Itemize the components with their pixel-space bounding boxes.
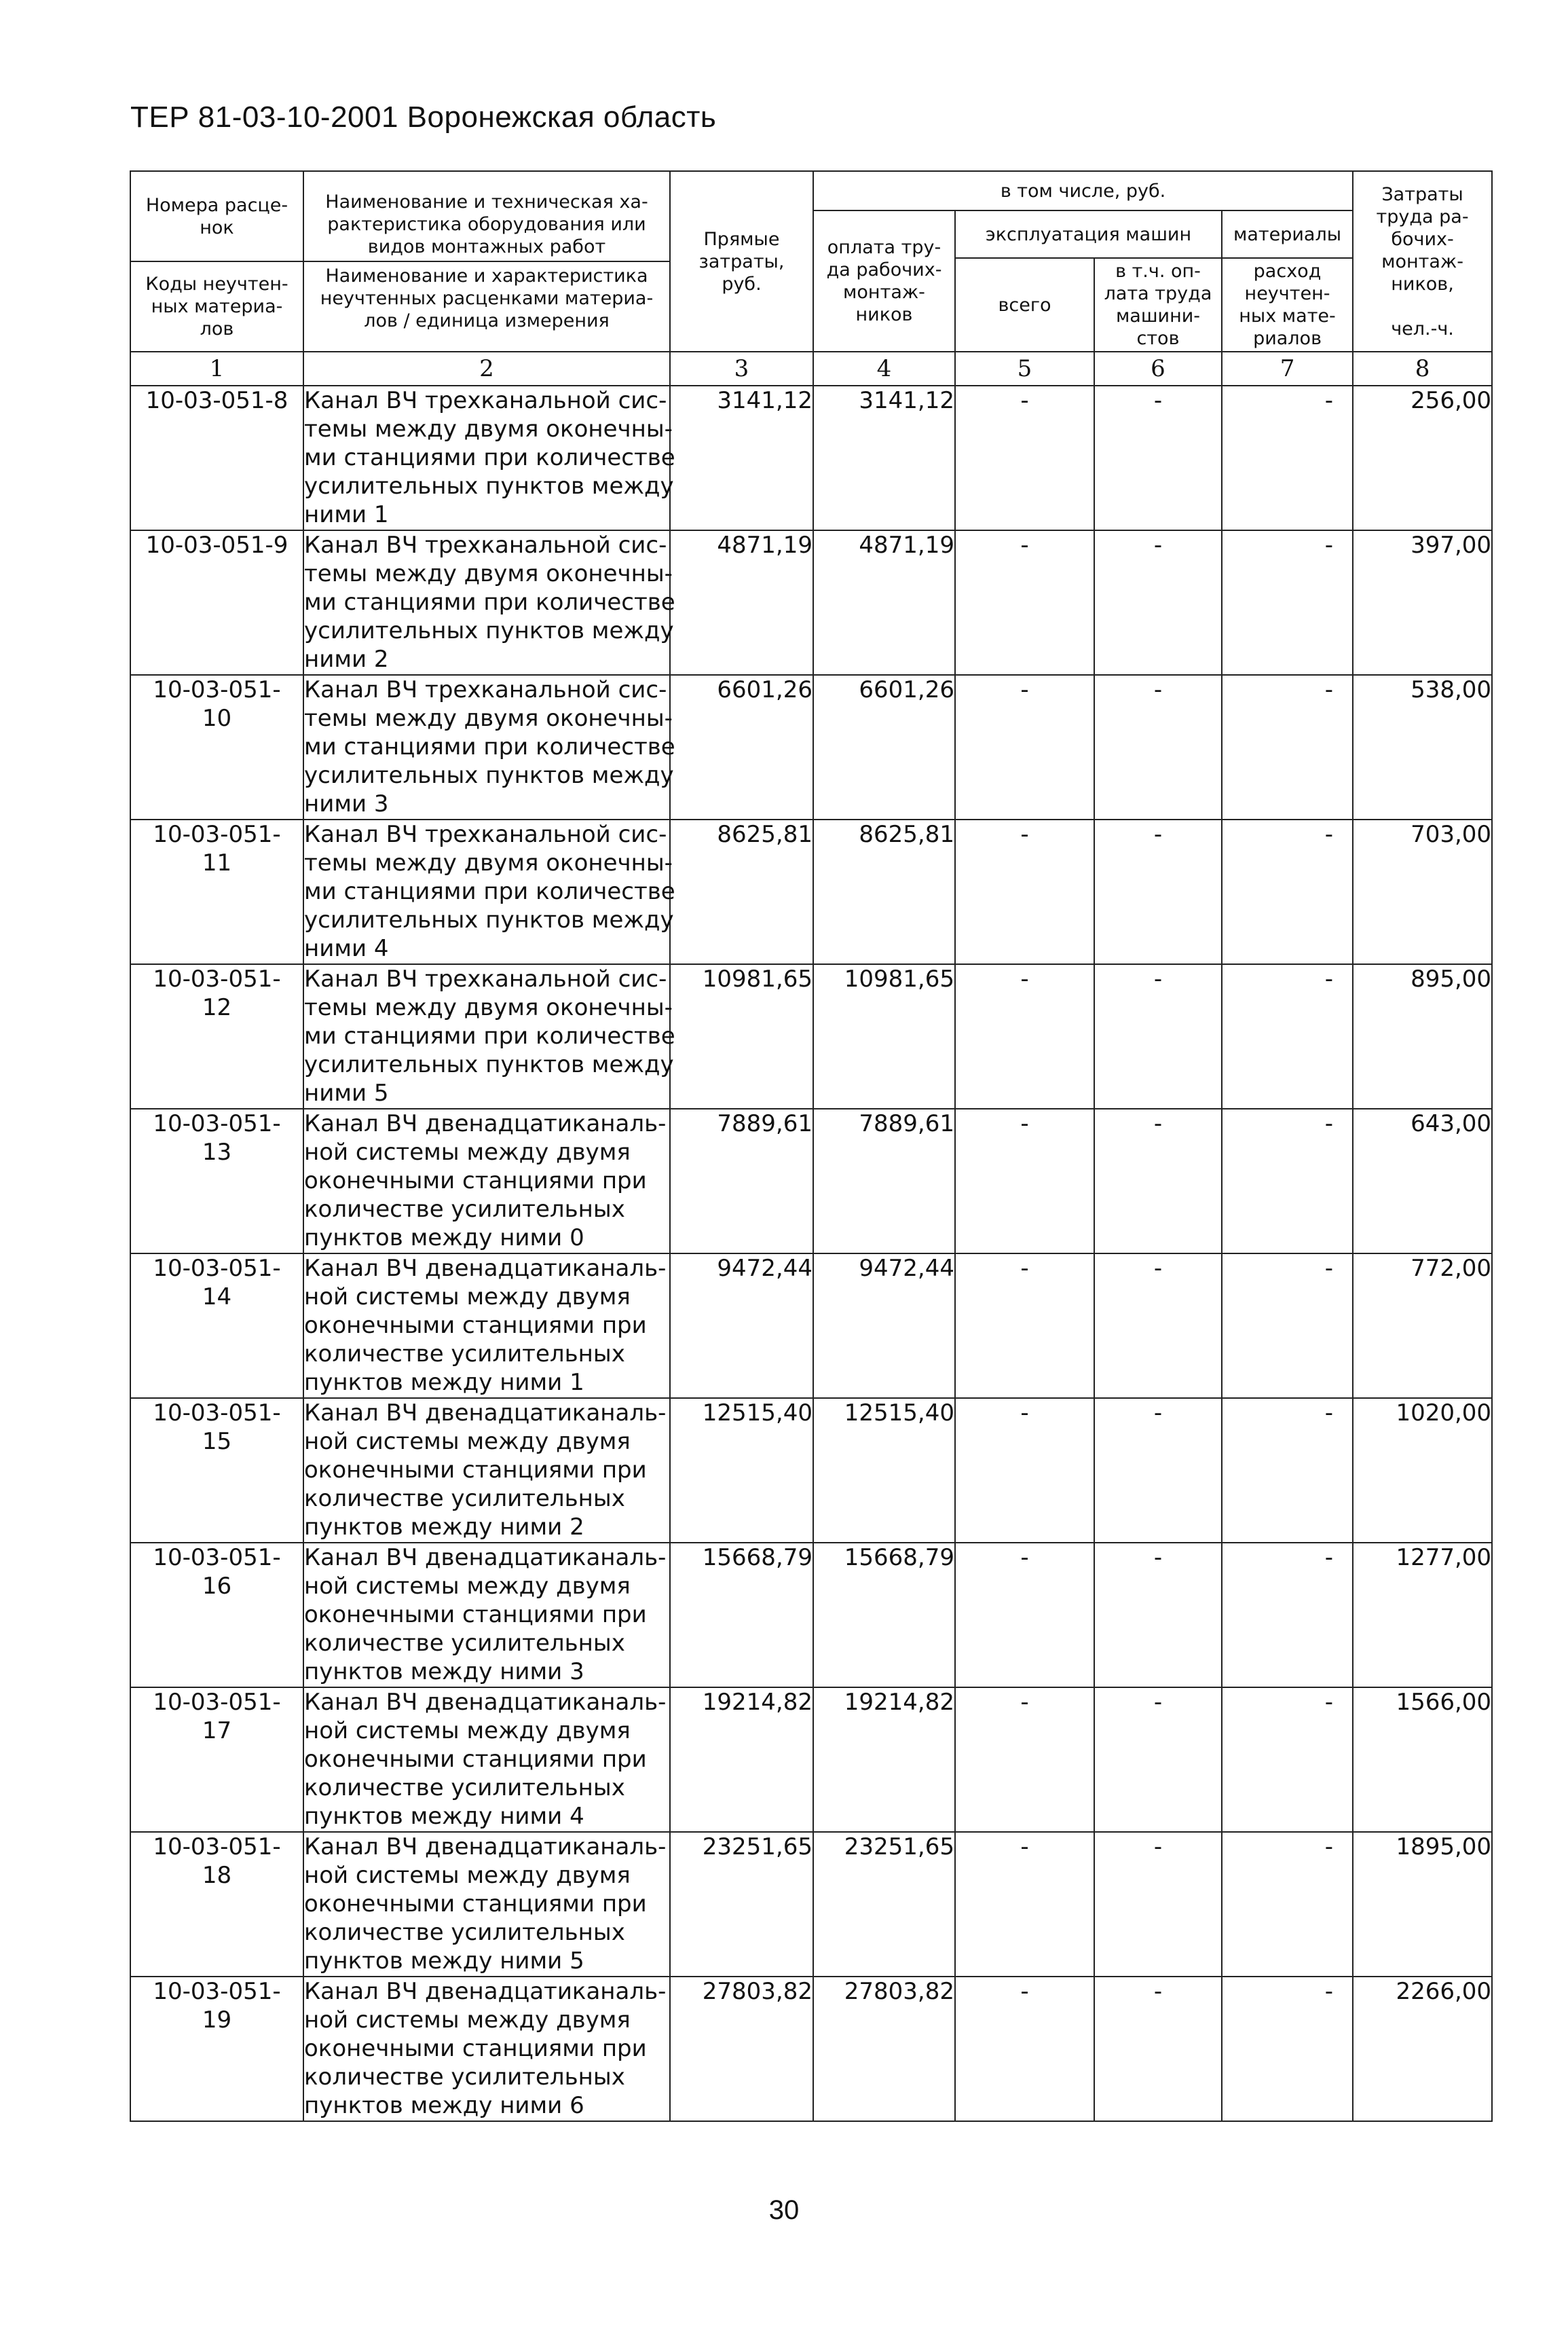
rate-code: [130, 1109, 303, 1253]
text-line: ной системы между двумя: [304, 1717, 631, 1744]
worker-wages: 4871,19: [813, 530, 955, 675]
labor-costs: 538,00: [1353, 675, 1492, 820]
rate-code: [130, 1543, 303, 1687]
text-line: оконечными станциями при: [304, 1312, 647, 1339]
text-line: оконечными станциями при: [304, 1601, 647, 1628]
text-line: оплата тру-: [827, 237, 941, 258]
text-line: оконечными станциями при: [304, 1456, 647, 1484]
text-line: Канал ВЧ двенадцатиканаль-: [304, 1110, 667, 1137]
work-name: [303, 386, 675, 530]
text-line: количестве усилительных: [304, 1919, 625, 1946]
text-line: 10-03-051-: [153, 821, 281, 848]
labor-costs: 1566,00: [1353, 1687, 1492, 1832]
header-names: [303, 171, 670, 352]
work-name: [303, 530, 675, 675]
worker-wages: 3141,12: [813, 386, 955, 530]
text-line: пунктов между ними 3: [304, 1658, 584, 1685]
text-line: Затраты: [1381, 183, 1463, 205]
text-line: ной системы между двумя: [304, 1862, 631, 1889]
text-line: усилительных пунктов между: [304, 617, 674, 644]
machines-total: -: [955, 1832, 1094, 1977]
text-line: ними 3: [304, 790, 389, 818]
machines-total: -: [955, 1687, 1094, 1832]
text-line: Канал ВЧ двенадцатиканаль-: [304, 1689, 667, 1716]
text-line: лата труда: [1104, 283, 1212, 304]
text-line: пунктов между ними 0: [304, 1224, 584, 1251]
text-line: оконечными станциями при: [304, 2035, 647, 2062]
work-name: [303, 675, 675, 820]
rate-code: [130, 386, 303, 530]
materials-consumption: -: [1222, 1543, 1353, 1687]
rate-code: [130, 820, 303, 964]
header-worker-wages: [813, 210, 955, 352]
text-line: [1354, 295, 1491, 318]
column-number-row: [130, 352, 1492, 386]
rate-code: [130, 1687, 303, 1832]
text-line: ников: [855, 304, 913, 325]
worker-wages: 7889,61: [813, 1109, 955, 1253]
text-line: Канал ВЧ трехканальной сис-: [304, 387, 667, 414]
header-machines-total: всего: [955, 258, 1094, 352]
direct-costs: 9472,44: [670, 1253, 813, 1398]
work-name: [303, 1398, 670, 1543]
text-line: количестве усилительных: [304, 1340, 625, 1368]
machines-total: -: [955, 675, 1094, 820]
header-material-codes: [131, 262, 303, 351]
text-line: неучтенных расценками материа-: [320, 288, 654, 309]
rates-table: [130, 170, 1493, 2122]
header-direct-costs: [670, 171, 813, 352]
machines-total: -: [955, 1543, 1094, 1687]
text-line: усилительных пунктов между: [304, 1051, 674, 1078]
machines-total: -: [955, 386, 1094, 530]
column-number: 4: [813, 352, 955, 386]
page-number: 30: [768, 2195, 800, 2225]
text-line: 10-03-051-: [153, 676, 281, 703]
work-name: [303, 1543, 670, 1687]
text-line: лов / единица измерения: [364, 310, 610, 331]
text-line: машини-: [1115, 306, 1201, 327]
text-line: 19: [202, 2006, 232, 2034]
work-name: [303, 1832, 670, 1977]
text-line: ними 2: [304, 646, 389, 673]
table-row: [130, 1832, 1492, 1977]
header-materials-consumption: [1222, 258, 1353, 352]
text-line: Канал ВЧ двенадцатиканаль-: [304, 1544, 667, 1571]
text-line: количестве усилительных: [304, 1196, 625, 1223]
text-line: Наименование и характеристика: [325, 265, 648, 287]
materials-consumption: -: [1222, 1253, 1353, 1398]
labor-costs: 1895,00: [1353, 1832, 1492, 1977]
machinist-wages: -: [1094, 1253, 1222, 1398]
text-line: Канал ВЧ трехканальной сис-: [304, 821, 667, 848]
materials-consumption: -: [1222, 1398, 1353, 1543]
text-line: темы между двумя оконечны-: [304, 560, 673, 587]
text-line: пунктов между ними 2: [304, 1513, 584, 1541]
table-row: [130, 1253, 1492, 1398]
text-line: темы между двумя оконечны-: [304, 705, 673, 732]
text-line: стов: [1136, 328, 1180, 349]
text-line: пунктов между ними 4: [304, 1803, 584, 1830]
text-line: 10-03-051-: [153, 1110, 281, 1137]
text-line: в т.ч. оп-: [1115, 261, 1201, 282]
text-line: видов монтажных работ: [367, 236, 606, 257]
materials-consumption: -: [1222, 386, 1353, 530]
text-line: бочих-: [1391, 228, 1454, 250]
text-line: монтаж-: [1381, 251, 1463, 272]
column-number: 2: [303, 352, 670, 386]
text-line: Канал ВЧ двенадцатиканаль-: [304, 1978, 667, 2005]
worker-wages: 15668,79: [813, 1543, 955, 1687]
table-row: [130, 820, 1492, 964]
labor-costs: 256,00: [1353, 386, 1492, 530]
worker-wages: 8625,81: [813, 820, 955, 964]
text-line: риалов: [1253, 328, 1322, 349]
text-line: труда ра-: [1376, 206, 1469, 227]
text-line: ников,: [1391, 273, 1454, 295]
text-line: количестве усилительных: [304, 1630, 625, 1657]
text-line: 10-03-051-: [153, 1255, 281, 1282]
machinist-wages: -: [1094, 386, 1222, 530]
text-line: пунктов между ними 1: [304, 1369, 584, 1396]
column-number: 7: [1222, 352, 1353, 386]
header-materials: материалы: [1222, 210, 1353, 258]
text-line: Канал ВЧ двенадцатиканаль-: [304, 1833, 667, 1860]
column-number: 6: [1094, 352, 1222, 386]
text-line: нок: [200, 217, 234, 238]
labor-costs: 703,00: [1353, 820, 1492, 964]
text-line: ми станциями при количестве: [304, 733, 675, 760]
labor-costs: 1277,00: [1353, 1543, 1492, 1687]
machinist-wages: -: [1094, 1977, 1222, 2121]
rate-code: [130, 1832, 303, 1977]
worker-wages: 27803,82: [813, 1977, 955, 2121]
materials-consumption: -: [1222, 1832, 1353, 1977]
materials-consumption: -: [1222, 530, 1353, 675]
text-line: ной системы между двумя: [304, 1139, 631, 1166]
machinist-wages: -: [1094, 1398, 1222, 1543]
text-line: Канал ВЧ трехканальной сис-: [304, 676, 667, 703]
worker-wages: 12515,40: [813, 1398, 955, 1543]
text-line: ними 5: [304, 1080, 389, 1107]
direct-costs: 15668,79: [670, 1543, 813, 1687]
rate-code: [130, 1398, 303, 1543]
machinist-wages: -: [1094, 1687, 1222, 1832]
text-line: пунктов между ними 5: [304, 1947, 584, 1975]
header-codes: [130, 171, 303, 352]
machines-total: -: [955, 964, 1094, 1109]
text-line: 14: [202, 1283, 232, 1310]
work-name: [303, 820, 675, 964]
column-number: 3: [670, 352, 813, 386]
text-line: темы между двумя оконечны-: [304, 416, 673, 443]
header-labor-costs: [1353, 171, 1492, 352]
text-line: 10-03-051-: [153, 1978, 281, 2005]
work-name: [303, 1977, 670, 2121]
machinist-wages: -: [1094, 1109, 1222, 1253]
text-line: темы между двумя оконечны-: [304, 994, 673, 1021]
materials-consumption: -: [1222, 964, 1353, 1109]
text-line: ной системы между двумя: [304, 1283, 631, 1310]
text-line: количестве усилительных: [304, 2063, 625, 2091]
column-number: 8: [1353, 352, 1492, 386]
text-line: ми станциями при количестве: [304, 444, 675, 471]
column-number: 5: [955, 352, 1094, 386]
text-line: 16: [202, 1573, 232, 1600]
text-line: да рабочих-: [826, 259, 942, 280]
materials-consumption: -: [1222, 675, 1353, 820]
text-line: 10-03-051-: [153, 1399, 281, 1427]
machinist-wages: -: [1094, 530, 1222, 675]
text-line: пунктов между ними 6: [304, 2092, 584, 2119]
text-line: 18: [202, 1862, 232, 1889]
text-line: неучтен-: [1244, 283, 1330, 304]
table-row: [130, 1977, 1492, 2121]
text-line: Коды неучтен-: [145, 274, 288, 295]
direct-costs: 6601,26: [670, 675, 813, 820]
rate-code: [130, 675, 303, 820]
text-line: количестве усилительных: [304, 1485, 625, 1512]
table-row: [130, 1109, 1492, 1253]
direct-costs: 7889,61: [670, 1109, 813, 1253]
column-number: 1: [130, 352, 303, 386]
work-name: [303, 1687, 670, 1832]
machines-total: -: [955, 1253, 1094, 1398]
materials-consumption: -: [1222, 1687, 1353, 1832]
work-name: [303, 1109, 670, 1253]
rate-code: [130, 530, 303, 675]
text-line: ных мате-: [1239, 306, 1336, 327]
text-line: монтаж-: [843, 282, 925, 303]
text-line: ними 1: [304, 501, 389, 528]
text-line: оконечными станциями при: [304, 1890, 647, 1917]
direct-costs: 19214,82: [670, 1687, 813, 1832]
text-line: затраты,: [698, 251, 785, 272]
machinist-wages: -: [1094, 820, 1222, 964]
machinist-wages: -: [1094, 675, 1222, 820]
text-line: чел.-ч.: [1391, 318, 1454, 339]
machines-total: -: [955, 1398, 1094, 1543]
worker-wages: 23251,65: [813, 1832, 955, 1977]
text-line: 10-03-051-9: [145, 532, 288, 559]
text-line: оконечными станциями при: [304, 1167, 647, 1194]
document-title: ТЕР 81-03-10-2001 Воронежская область: [130, 100, 717, 134]
header-machine-operation: эксплуатация машин: [955, 210, 1222, 258]
text-line: лов: [200, 318, 234, 339]
text-line: руб.: [722, 273, 762, 295]
work-name: [303, 1253, 670, 1398]
table-row: [130, 1398, 1492, 1543]
rate-code: [130, 1253, 303, 1398]
labor-costs: 1020,00: [1353, 1398, 1492, 1543]
table-row: [130, 1543, 1492, 1687]
text-line: 13: [202, 1139, 232, 1166]
materials-consumption: -: [1222, 1109, 1353, 1253]
machinist-wages: -: [1094, 1832, 1222, 1977]
text-line: 11: [202, 849, 232, 877]
header-group-including: в том числе, руб.: [813, 171, 1353, 210]
materials-consumption: -: [1222, 1977, 1353, 2121]
text-line: усилительных пунктов между: [304, 906, 674, 934]
text-line: усилительных пунктов между: [304, 473, 674, 500]
text-line: Наименование и техническая ха-: [325, 191, 648, 213]
direct-costs: 23251,65: [670, 1832, 813, 1977]
machinist-wages: -: [1094, 964, 1222, 1109]
header-work-name: [304, 188, 669, 262]
text-line: 17: [202, 1717, 232, 1744]
labor-costs: 397,00: [1353, 530, 1492, 675]
text-line: 15: [202, 1428, 232, 1455]
text-line: Номера расце-: [145, 194, 288, 216]
materials-consumption: -: [1222, 820, 1353, 964]
text-line: Канал ВЧ двенадцатиканаль-: [304, 1255, 667, 1282]
worker-wages: 6601,26: [813, 675, 955, 820]
header-machinist-wages: [1094, 258, 1222, 352]
text-line: рактеристика оборудования или: [327, 214, 646, 235]
table-row: [130, 386, 1492, 530]
machines-total: -: [955, 820, 1094, 964]
text-line: ми станциями при количестве: [304, 1023, 675, 1050]
text-line: 10-03-051-8: [145, 387, 288, 414]
text-line: количестве усилительных: [304, 1774, 625, 1801]
direct-costs: 27803,82: [670, 1977, 813, 2121]
direct-costs: 10981,65: [670, 964, 813, 1109]
direct-costs: 4871,19: [670, 530, 813, 675]
text-line: расход: [1253, 261, 1322, 282]
machines-total: -: [955, 1977, 1094, 2121]
text-line: темы между двумя оконечны-: [304, 849, 673, 877]
text-line: Канал ВЧ двенадцатиканаль-: [304, 1399, 667, 1427]
table-row: [130, 530, 1492, 675]
table-row: [130, 675, 1492, 820]
rate-code: [130, 1977, 303, 2121]
header-material-name: [304, 262, 669, 335]
table-row: [130, 964, 1492, 1109]
labor-costs: 772,00: [1353, 1253, 1492, 1398]
machinist-wages: -: [1094, 1543, 1222, 1687]
text-line: 10-03-051-: [153, 1689, 281, 1716]
text-line: ми станциями при количестве: [304, 878, 675, 905]
text-line: 10-03-051-: [153, 966, 281, 993]
text-line: ных материа-: [151, 296, 283, 317]
machines-total: -: [955, 530, 1094, 675]
text-line: ми станциями при количестве: [304, 589, 675, 616]
text-line: ной системы между двумя: [304, 1573, 631, 1600]
text-line: ной системы между двумя: [304, 1428, 631, 1455]
direct-costs: 3141,12: [670, 386, 813, 530]
machines-total: -: [955, 1109, 1094, 1253]
work-name: [303, 964, 675, 1109]
text-line: 10-03-051-: [153, 1544, 281, 1571]
direct-costs: 12515,40: [670, 1398, 813, 1543]
worker-wages: 9472,44: [813, 1253, 955, 1398]
labor-costs: 643,00: [1353, 1109, 1492, 1253]
text-line: ной системы между двумя: [304, 2006, 631, 2034]
text-line: оконечными станциями при: [304, 1746, 647, 1773]
worker-wages: 10981,65: [813, 964, 955, 1109]
header-rate-numbers: [131, 172, 303, 262]
text-line: 12: [202, 994, 232, 1021]
text-line: усилительных пунктов между: [304, 762, 674, 789]
text-line: 10-03-051-: [153, 1833, 281, 1860]
rate-code: [130, 964, 303, 1109]
text-line: Канал ВЧ трехканальной сис-: [304, 532, 667, 559]
text-line: Канал ВЧ трехканальной сис-: [304, 966, 667, 993]
text-line: 10: [202, 705, 232, 732]
direct-costs: 8625,81: [670, 820, 813, 964]
labor-costs: 2266,00: [1353, 1977, 1492, 2121]
worker-wages: 19214,82: [813, 1687, 955, 1832]
labor-costs: 895,00: [1353, 964, 1492, 1109]
text-line: Прямые: [703, 228, 780, 250]
text-line: ними 4: [304, 935, 389, 962]
table-row: [130, 1687, 1492, 1832]
